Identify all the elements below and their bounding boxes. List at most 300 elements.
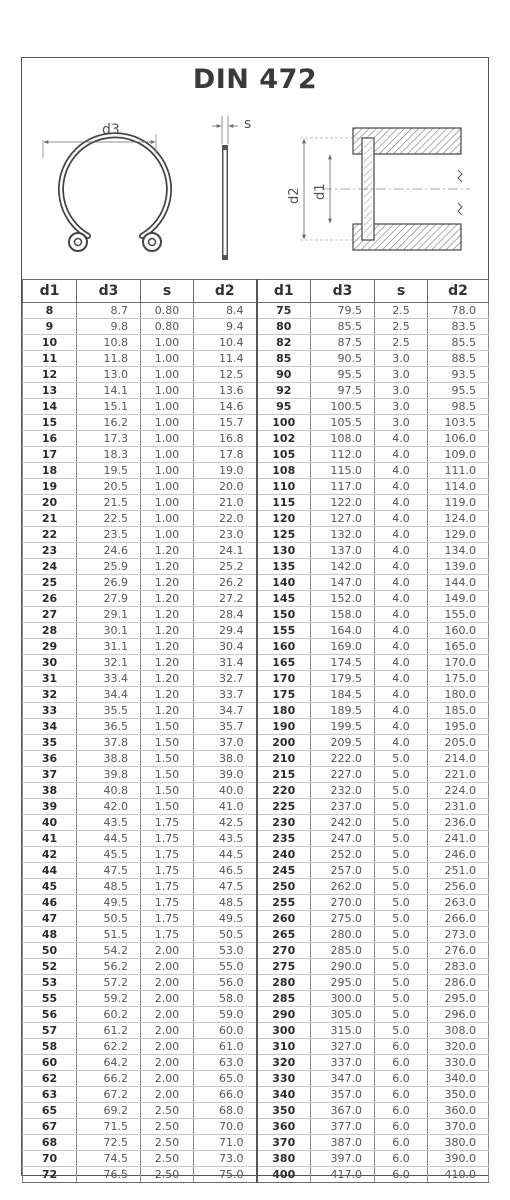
header-d1: d1: [23, 280, 77, 303]
cell-d2: 16.8: [194, 431, 257, 447]
cell-d1: 175: [257, 687, 311, 703]
table-row: [23, 895, 489, 911]
cell-s: 4.0: [375, 479, 428, 495]
cell-d2: 224.0: [428, 783, 489, 799]
cell-d1: 130: [257, 543, 311, 559]
cell-d1: 65: [23, 1103, 77, 1119]
cell-d1: 56: [23, 1007, 77, 1023]
cell-d3: 56.2: [77, 959, 141, 975]
cell-d1: 19: [23, 479, 77, 495]
cell-d1: 35: [23, 735, 77, 751]
cell-s: 6.0: [375, 1071, 428, 1087]
cell-d1: 11: [23, 351, 77, 367]
cell-d2: 58.0: [194, 991, 257, 1007]
cell-d1: 360: [257, 1119, 311, 1135]
cell-s: 1.00: [141, 463, 194, 479]
d2-label: d2: [287, 187, 302, 204]
table-header-row: [23, 280, 489, 303]
cell-s: 1.50: [141, 767, 194, 783]
cell-d2: 263.0: [428, 895, 489, 911]
cell-d3: 44.5: [77, 831, 141, 847]
cell-d1: 29: [23, 639, 77, 655]
cell-s: 1.20: [141, 703, 194, 719]
cell-d3: 40.8: [77, 783, 141, 799]
cell-d2: 106.0: [428, 431, 489, 447]
cell-d3: 38.8: [77, 751, 141, 767]
cell-s: 1.20: [141, 671, 194, 687]
cell-d1: 50: [23, 943, 77, 959]
header-d3: d3: [77, 280, 141, 303]
cell-d1: 63: [23, 1087, 77, 1103]
cell-s: 5.0: [375, 975, 428, 991]
cell-d1: 57: [23, 1023, 77, 1039]
cell-s: 3.0: [375, 383, 428, 399]
table-row: [23, 543, 489, 559]
cell-d2: 134.0: [428, 543, 489, 559]
cell-s: 4.0: [375, 671, 428, 687]
cell-d2: 73.0: [194, 1151, 257, 1167]
cell-s: 1.50: [141, 799, 194, 815]
cell-d1: 90: [257, 367, 311, 383]
cell-d1: 31: [23, 671, 77, 687]
table-row: [23, 623, 489, 639]
cell-d2: 111.0: [428, 463, 489, 479]
cell-d3: 59.2: [77, 991, 141, 1007]
cell-d1: 350: [257, 1103, 311, 1119]
cell-d2: 129.0: [428, 527, 489, 543]
table-row: [23, 1087, 489, 1103]
cell-s: 3.0: [375, 367, 428, 383]
cell-s: 4.0: [375, 543, 428, 559]
cell-s: 1.20: [141, 687, 194, 703]
cell-d2: 360.0: [428, 1103, 489, 1119]
table-row: [23, 527, 489, 543]
cell-s: 3.0: [375, 399, 428, 415]
cell-d3: 122.0: [311, 495, 375, 511]
cell-d2: 78.0: [428, 303, 489, 319]
cell-s: 2.50: [141, 1103, 194, 1119]
cell-d3: 10.8: [77, 335, 141, 351]
cell-d2: 40.0: [194, 783, 257, 799]
cell-d2: 88.5: [428, 351, 489, 367]
cell-d1: 110: [257, 479, 311, 495]
cell-s: 4.0: [375, 655, 428, 671]
cell-s: 1.20: [141, 639, 194, 655]
cell-s: 5.0: [375, 767, 428, 783]
cell-d3: 57.2: [77, 975, 141, 991]
header-s: s: [141, 280, 194, 303]
header-d2: d2: [194, 280, 257, 303]
cell-d2: 31.4: [194, 655, 257, 671]
cell-s: 1.20: [141, 655, 194, 671]
cell-s: 4.0: [375, 431, 428, 447]
cell-d1: 75: [257, 303, 311, 319]
cell-d3: 67.2: [77, 1087, 141, 1103]
cell-d1: 215: [257, 767, 311, 783]
cell-d3: 20.5: [77, 479, 141, 495]
cell-d2: 46.5: [194, 863, 257, 879]
cell-d1: 85: [257, 351, 311, 367]
cell-d2: 370.0: [428, 1119, 489, 1135]
table-row: [23, 975, 489, 991]
cell-d2: 175.0: [428, 671, 489, 687]
table-row: [23, 1071, 489, 1087]
cell-d2: 47.5: [194, 879, 257, 895]
page-title: DIN 472: [192, 64, 318, 95]
header-d2: d2: [428, 280, 489, 303]
cell-d3: 108.0: [311, 431, 375, 447]
table-row: [23, 799, 489, 815]
table-row: [23, 303, 489, 319]
cell-s: 1.75: [141, 927, 194, 943]
cell-d3: 199.5: [311, 719, 375, 735]
cell-s: 4.0: [375, 703, 428, 719]
table-row: [23, 607, 489, 623]
table-row: [23, 559, 489, 575]
cell-d2: 296.0: [428, 1007, 489, 1023]
cell-d3: 262.0: [311, 879, 375, 895]
cell-d2: 93.5: [428, 367, 489, 383]
cell-d2: 251.0: [428, 863, 489, 879]
cell-d1: 210: [257, 751, 311, 767]
table-row: [23, 511, 489, 527]
cell-d3: 13.0: [77, 367, 141, 383]
cell-d2: 13.6: [194, 383, 257, 399]
cell-s: 5.0: [375, 879, 428, 895]
cell-d1: 235: [257, 831, 311, 847]
cell-d1: 290: [257, 1007, 311, 1023]
cell-d1: 245: [257, 863, 311, 879]
cell-d1: 68: [23, 1135, 77, 1151]
cell-s: 1.00: [141, 335, 194, 351]
cell-d1: 108: [257, 463, 311, 479]
cell-d2: 83.5: [428, 319, 489, 335]
cell-s: 1.75: [141, 831, 194, 847]
cell-d2: 14.6: [194, 399, 257, 415]
cell-d3: 14.1: [77, 383, 141, 399]
table-row: [23, 863, 489, 879]
cell-d1: 10: [23, 335, 77, 351]
cell-d1: 42: [23, 847, 77, 863]
cell-d1: 190: [257, 719, 311, 735]
cell-s: 6.0: [375, 1039, 428, 1055]
cell-d3: 79.5: [311, 303, 375, 319]
cell-s: 5.0: [375, 1023, 428, 1039]
cell-d3: 47.5: [77, 863, 141, 879]
cell-d2: 214.0: [428, 751, 489, 767]
cell-d3: 127.0: [311, 511, 375, 527]
cell-d3: 142.0: [311, 559, 375, 575]
cell-s: 2.50: [141, 1167, 194, 1183]
cell-s: 1.50: [141, 719, 194, 735]
cell-d1: 58: [23, 1039, 77, 1055]
table-row: [23, 1135, 489, 1151]
cell-d1: 12: [23, 367, 77, 383]
cell-d2: 266.0: [428, 911, 489, 927]
cell-d1: 15: [23, 415, 77, 431]
cell-d3: 280.0: [311, 927, 375, 943]
cell-d2: 380.0: [428, 1135, 489, 1151]
cell-d1: 120: [257, 511, 311, 527]
cell-d1: 280: [257, 975, 311, 991]
table-row: [23, 991, 489, 1007]
cell-d2: 124.0: [428, 511, 489, 527]
cell-s: 2.5: [375, 319, 428, 335]
cell-d2: 9.4: [194, 319, 257, 335]
cell-d3: 15.1: [77, 399, 141, 415]
cell-d3: 19.5: [77, 463, 141, 479]
cell-d3: 50.5: [77, 911, 141, 927]
cell-d1: 340: [257, 1087, 311, 1103]
table-row: [23, 735, 489, 751]
table-row: [23, 879, 489, 895]
cell-d2: 43.5: [194, 831, 257, 847]
cell-s: 1.20: [141, 607, 194, 623]
cell-d1: 46: [23, 895, 77, 911]
cell-d3: 33.4: [77, 671, 141, 687]
cell-s: 1.50: [141, 783, 194, 799]
cell-d3: 137.0: [311, 543, 375, 559]
cell-d1: 24: [23, 559, 77, 575]
d3-label: d3: [102, 122, 120, 138]
cell-s: 1.00: [141, 383, 194, 399]
cell-d3: 76.5: [77, 1167, 141, 1183]
table-row: [23, 319, 489, 335]
cell-s: 2.50: [141, 1135, 194, 1151]
cell-d3: 112.0: [311, 447, 375, 463]
cell-s: 5.0: [375, 831, 428, 847]
cell-d3: 315.0: [311, 1023, 375, 1039]
cell-d2: 71.0: [194, 1135, 257, 1151]
cell-d2: 25.2: [194, 559, 257, 575]
cell-d1: 92: [257, 383, 311, 399]
header-d3: d3: [311, 280, 375, 303]
cell-d3: 61.2: [77, 1023, 141, 1039]
cell-d3: 24.6: [77, 543, 141, 559]
cell-d3: 367.0: [311, 1103, 375, 1119]
cell-d3: 48.5: [77, 879, 141, 895]
cell-d3: 275.0: [311, 911, 375, 927]
table-row: [23, 351, 489, 367]
cell-d1: 250: [257, 879, 311, 895]
cell-d2: 149.0: [428, 591, 489, 607]
cell-s: 2.00: [141, 1087, 194, 1103]
cell-d1: 40: [23, 815, 77, 831]
table-row: [23, 1023, 489, 1039]
cell-d2: 180.0: [428, 687, 489, 703]
d1-label: d1: [313, 183, 328, 200]
cell-s: 1.75: [141, 847, 194, 863]
cell-d2: 61.0: [194, 1039, 257, 1055]
cell-d3: 95.5: [311, 367, 375, 383]
cell-s: 2.00: [141, 1007, 194, 1023]
cell-d1: 140: [257, 575, 311, 591]
cell-d3: 290.0: [311, 959, 375, 975]
cell-s: 1.00: [141, 527, 194, 543]
cell-d1: 240: [257, 847, 311, 863]
cell-s: 5.0: [375, 959, 428, 975]
cell-d3: 74.5: [77, 1151, 141, 1167]
cell-s: 1.75: [141, 895, 194, 911]
cell-d3: 85.5: [311, 319, 375, 335]
cell-d3: 357.0: [311, 1087, 375, 1103]
cell-d1: 33: [23, 703, 77, 719]
cell-d3: 305.0: [311, 1007, 375, 1023]
cell-d1: 285: [257, 991, 311, 1007]
cell-d1: 22: [23, 527, 77, 543]
cell-d2: 330.0: [428, 1055, 489, 1071]
cell-d3: 51.5: [77, 927, 141, 943]
cell-d1: 47: [23, 911, 77, 927]
technical-drawing: [22, 58, 488, 280]
cell-d2: 50.5: [194, 927, 257, 943]
cell-d2: 95.5: [428, 383, 489, 399]
header-s: s: [375, 280, 428, 303]
cell-s: 2.5: [375, 335, 428, 351]
cell-s: 4.0: [375, 575, 428, 591]
cell-s: 1.00: [141, 351, 194, 367]
cell-d1: 225: [257, 799, 311, 815]
cell-d2: 68.0: [194, 1103, 257, 1119]
cell-d3: 32.1: [77, 655, 141, 671]
cell-d1: 200: [257, 735, 311, 751]
cell-s: 4.0: [375, 511, 428, 527]
cell-d3: 237.0: [311, 799, 375, 815]
cell-d1: 165: [257, 655, 311, 671]
cell-d2: 59.0: [194, 1007, 257, 1023]
cell-s: 4.0: [375, 591, 428, 607]
cell-s: 5.0: [375, 783, 428, 799]
cell-d2: 221.0: [428, 767, 489, 783]
cell-d3: 22.5: [77, 511, 141, 527]
cell-s: 1.20: [141, 591, 194, 607]
cell-s: 6.0: [375, 1167, 428, 1183]
cell-s: 4.0: [375, 623, 428, 639]
table-row: [23, 671, 489, 687]
cell-d1: 265: [257, 927, 311, 943]
cell-d2: 160.0: [428, 623, 489, 639]
cell-d2: 410.0: [428, 1167, 489, 1183]
cell-s: 2.50: [141, 1119, 194, 1135]
cell-d2: 30.4: [194, 639, 257, 655]
cell-d1: 23: [23, 543, 77, 559]
table-row: [23, 719, 489, 735]
cell-s: 2.00: [141, 959, 194, 975]
cell-d1: 72: [23, 1167, 77, 1183]
cell-d2: 165.0: [428, 639, 489, 655]
cell-d2: 26.2: [194, 575, 257, 591]
table-row: [23, 815, 489, 831]
cell-d3: 285.0: [311, 943, 375, 959]
cell-d3: 152.0: [311, 591, 375, 607]
cell-s: 2.00: [141, 943, 194, 959]
cell-d3: 37.8: [77, 735, 141, 751]
table-row: [23, 1151, 489, 1167]
table-row: [23, 783, 489, 799]
table-row: [23, 575, 489, 591]
cell-d3: 34.4: [77, 687, 141, 703]
cell-s: 5.0: [375, 927, 428, 943]
cell-d2: 109.0: [428, 447, 489, 463]
cell-d1: 150: [257, 607, 311, 623]
cell-d3: 257.0: [311, 863, 375, 879]
cell-s: 4.0: [375, 559, 428, 575]
cell-s: 1.20: [141, 559, 194, 575]
cell-d2: 283.0: [428, 959, 489, 975]
cell-d1: 70: [23, 1151, 77, 1167]
cell-s: 1.75: [141, 815, 194, 831]
table-row: [23, 703, 489, 719]
cell-d3: 232.0: [311, 783, 375, 799]
cell-d1: 102: [257, 431, 311, 447]
cell-d3: 60.2: [77, 1007, 141, 1023]
cell-d1: 67: [23, 1119, 77, 1135]
cell-d1: 32: [23, 687, 77, 703]
cell-d2: 27.2: [194, 591, 257, 607]
table-row: [23, 927, 489, 943]
cell-d3: 417.0: [311, 1167, 375, 1183]
cell-d1: 82: [257, 335, 311, 351]
cell-s: 4.0: [375, 607, 428, 623]
cell-d2: 63.0: [194, 1055, 257, 1071]
cell-d3: 43.5: [77, 815, 141, 831]
cell-d3: 158.0: [311, 607, 375, 623]
cell-s: 5.0: [375, 1007, 428, 1023]
datasheet: [21, 57, 489, 1181]
cell-d2: 23.0: [194, 527, 257, 543]
cell-s: 5.0: [375, 863, 428, 879]
cell-s: 1.00: [141, 367, 194, 383]
cell-d3: 16.2: [77, 415, 141, 431]
cell-d3: 270.0: [311, 895, 375, 911]
cell-d3: 90.5: [311, 351, 375, 367]
cell-d1: 48: [23, 927, 77, 943]
cell-d1: 30: [23, 655, 77, 671]
cell-d3: 117.0: [311, 479, 375, 495]
table-row: [23, 1103, 489, 1119]
cell-s: 2.00: [141, 1071, 194, 1087]
cell-d1: 16: [23, 431, 77, 447]
cell-d3: 54.2: [77, 943, 141, 959]
cell-d2: 22.0: [194, 511, 257, 527]
cell-d3: 132.0: [311, 527, 375, 543]
cell-s: 6.0: [375, 1055, 428, 1071]
cell-d1: 36: [23, 751, 77, 767]
cell-d1: 27: [23, 607, 77, 623]
cell-d3: 42.0: [77, 799, 141, 815]
cell-d1: 95: [257, 399, 311, 415]
table-row: [23, 495, 489, 511]
table-row: [23, 367, 489, 383]
cell-d2: 195.0: [428, 719, 489, 735]
cell-d1: 310: [257, 1039, 311, 1055]
cell-d2: 103.5: [428, 415, 489, 431]
cell-s: 5.0: [375, 911, 428, 927]
cell-s: 1.75: [141, 879, 194, 895]
cell-d2: 286.0: [428, 975, 489, 991]
cell-d3: 174.5: [311, 655, 375, 671]
cell-s: 2.00: [141, 1055, 194, 1071]
cell-s: 2.5: [375, 303, 428, 319]
circlip-front-view: [43, 122, 169, 251]
cell-s: 5.0: [375, 991, 428, 1007]
cell-d3: 17.3: [77, 431, 141, 447]
table-row: [23, 1007, 489, 1023]
cell-s: 5.0: [375, 943, 428, 959]
cell-d3: 97.5: [311, 383, 375, 399]
cell-d3: 147.0: [311, 575, 375, 591]
cell-d2: 19.0: [194, 463, 257, 479]
